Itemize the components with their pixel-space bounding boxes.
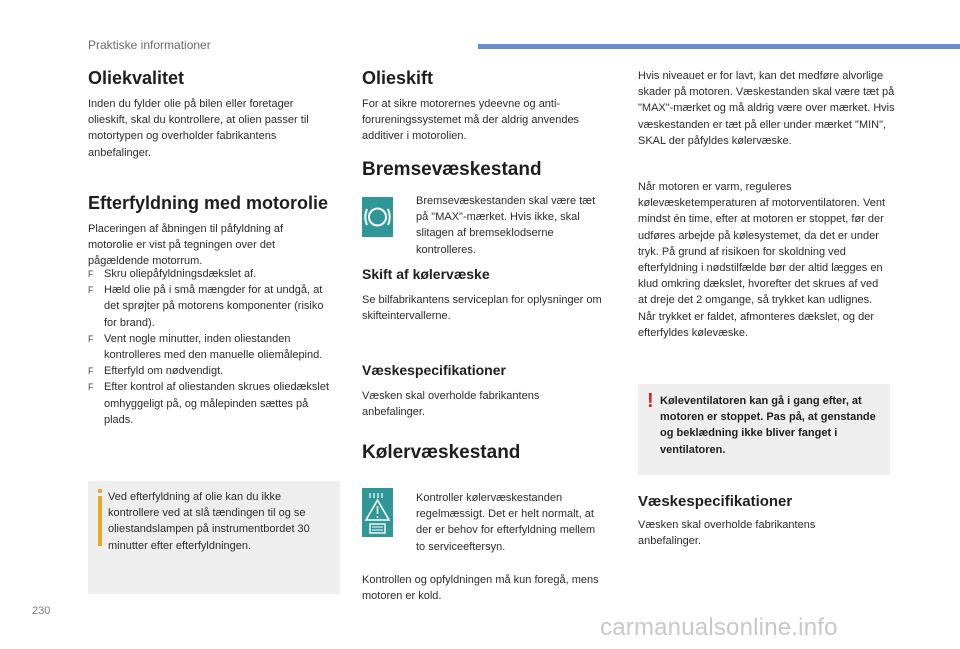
section-accent-bar (478, 44, 960, 49)
heading-fluid-spec: Væskespecifikationer (362, 362, 506, 378)
watermark: carmanualsonline.info (600, 614, 838, 641)
warning-text: Køleventilatoren kan gå i gang efter, at motoren er stoppet. Pas på, at genstande og beklædning ikke bliver fanget i ventilatoren. (660, 395, 876, 456)
bullet-icon: F (88, 382, 94, 393)
bullet-icon: F (88, 333, 94, 344)
coolant-para-1: Hvis niveauet er for lavt, kan det medføre alvorlige skader på motoren. Væskestanden skal være tæt på "MAX"-mærket og må aldrig være over mærket. Hvis væskestanden er tæt på eller under mærket "MIN", SKAL der påfyldes kølervæske. (638, 70, 895, 147)
topup-step: F Vent nogle minutter, inden oliestanden kontrolleres med den manuelle oliemålepind. (88, 332, 323, 362)
topup-step: F Skru oliepåfyldningsdækslet af. (88, 266, 340, 282)
coolant-change-text: Se bilfabrikantens serviceplan for oplysninger om skifteintervallerne. (362, 294, 602, 323)
heading-oil-change: Olieskift (362, 68, 434, 88)
topup-step: F Hæld olie på i små mængder for at undgå, at det sprøjter på motorens komponenter (risiko for brand). (88, 284, 324, 329)
info-icon (98, 489, 102, 547)
coolant-hot-warning-icon (362, 488, 393, 537)
coolant-level-text: Kontroller kølervæskestanden regelmæssigt. Det er helt normalt, at der er behov for efterfyldning mellem to serviceeftersyn. (416, 492, 596, 553)
coolant-para-2: Når motoren er varm, reguleres kølevæsketemperaturen af motorventilatoren. Vent mindst én time, efter at motoren er stoppet, før der udføres arbejde på kølesystemet, da det er under tryk. På grund af risikoen for skoldning ved efterfyldning i nødstilfælde bør der altid lægges en klud omkring dækslet, hvorefter det skrues af ved at dreje det 2 omgange, så trykket kan udlignes. Når trykket er faldet, afmonteres dækslet, og der efterfyldes kølevæske. (638, 181, 886, 339)
heading-oil-quality: Oliekvalitet (88, 68, 185, 88)
info-note-text: Ved efterfyldning af olie kan du ikke kontrollere ved at slå tændingen til og se oliestandslampen på instrumentbordet 30 minutter efter efterfyldningen. (108, 491, 310, 552)
heading-fluid-spec-2: Væskespecifikationer (638, 493, 793, 510)
oil-change-text: For at sikre motorernes ydeevne og anti-forureningssystemet må der aldrig anvendes additiver i motorolien. (362, 98, 580, 143)
fluid-spec-text: Væsken skal overholde fabrikantens anbefalinger. (362, 390, 540, 419)
heading-brake-fluid: Bremsevæskestand (362, 159, 542, 180)
heading-coolant-change: Skift af kølervæske (362, 266, 490, 282)
warning-icon: ! (647, 390, 654, 412)
bullet-icon: F (88, 366, 94, 377)
brake-warning-icon (362, 197, 393, 237)
heading-topup: Efterfyldning med motorolie (88, 193, 329, 213)
topup-intro: Placeringen af åbningen til påfyldning af motorolie er vist på tegningen over det pågældende motorrum. (88, 223, 284, 268)
coolant-level-text-2: Kontrollen og opfyldningen må kun foregå, mens motoren er kold. (362, 574, 599, 603)
brake-fluid-text: Bremsevæskestanden skal være tæt på "MAX"-mærket. Hvis ikke, skal slitagen af bremseklodserne kontrolleres. (416, 195, 596, 256)
section-title: Praktiske informationer (88, 38, 211, 52)
bullet-icon: F (88, 285, 94, 296)
fluid-spec-text-2: Væsken skal overholde fabrikantens anbefalinger. (638, 519, 816, 548)
topup-step: F Efter kontrol af oliestanden skrues oliedækslet omhyggeligt på, og målepinden sættes på plads. (88, 381, 330, 426)
info-note-box (88, 481, 340, 594)
oil-quality-text: Inden du fylder olie på bilen eller foretager olieskift, skal du kontrollere, at olien passer til motortypen og overholder fabrikantens anbefalinger. (88, 98, 309, 159)
topup-steps (88, 266, 340, 428)
heading-coolant-level: Kølervæskestand (362, 442, 521, 463)
warning-box (638, 384, 890, 475)
bullet-icon: F (88, 269, 94, 279)
page-number: 230 (32, 605, 51, 617)
topup-step: F Efterfyld om nødvendigt. (88, 363, 340, 379)
